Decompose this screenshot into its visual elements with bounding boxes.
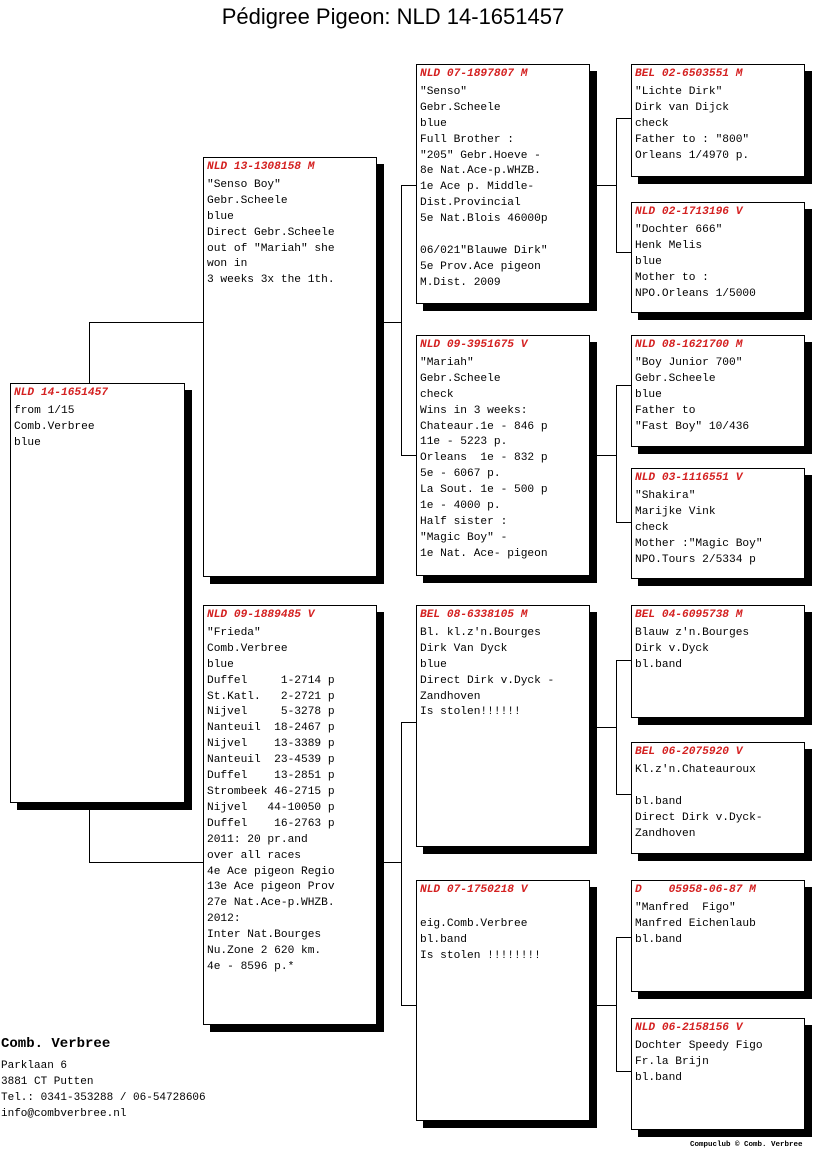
- pigeon-info-line: "Frieda": [207, 626, 261, 639]
- club-street: Parklaan 6: [1, 1060, 68, 1072]
- pigeon-info-line: Bl. kl.z'n.Bourges: [420, 626, 541, 639]
- ring-number: NLD 06-2158156 V: [635, 1022, 743, 1034]
- connector: [616, 937, 617, 1071]
- pigeon-info-line: "Mariah": [420, 356, 474, 369]
- pigeon-card-paternal-grandfather: [416, 64, 590, 304]
- connector: [401, 455, 417, 456]
- pigeon-info-line: Dirk v.Dyck: [635, 642, 709, 655]
- pigeon-info-line: Orleans 1e - 832 p: [420, 452, 548, 465]
- pigeon-card-ffm: [631, 202, 805, 313]
- pigeon-info-line: 8e Nat.Ace-p.WHZB.: [420, 165, 541, 178]
- pigeon-info-line: bl.band: [420, 933, 467, 946]
- pigeon-info-line: blue: [207, 210, 234, 223]
- pigeon-info-line: Dirk Van Dyck: [420, 642, 508, 655]
- pigeon-info-line: [635, 779, 801, 795]
- pigeon-info-line: out of "Mariah" she: [207, 242, 335, 255]
- pigeon-info-line: check: [635, 117, 669, 130]
- pigeon-card-subject: [10, 383, 185, 803]
- pigeon-info-line: Gebr.Scheele: [207, 194, 288, 207]
- pigeon-info-line: Direct Gebr.Scheele: [207, 226, 335, 239]
- pigeon-info-line: bl.band: [635, 658, 682, 671]
- pigeon-info-line: Fr.la Brijn: [635, 1055, 709, 1068]
- pigeon-info-line: Manfred Eichenlaub: [635, 917, 756, 930]
- pigeon-info-line: "Dochter 666": [635, 223, 723, 236]
- pigeon-info-line: Father to : "800": [635, 133, 750, 146]
- pigeon-info-line: 1e Ace p. Middle-: [420, 181, 535, 194]
- connector: [384, 862, 402, 863]
- pigeon-info-line: Zandhoven: [420, 690, 481, 703]
- connector: [616, 794, 632, 795]
- pigeon-info-line: M.Dist. 2009: [420, 276, 501, 289]
- pigeon-info-line: 3 weeks 3x the 1th.: [207, 274, 335, 287]
- pigeon-info-line: Orleans 1/4970 p.: [635, 149, 750, 162]
- pigeon-info-line: [420, 901, 586, 917]
- pigeon-info-line: Nu.Zone 2 620 km.: [207, 945, 322, 958]
- pigeon-info-line: Dirk van Dijck: [635, 101, 729, 114]
- pigeon-info-line: 4e - 8596 p.*: [207, 960, 295, 973]
- pigeon-info-line: 13e Ace pigeon Prov: [207, 881, 335, 894]
- ring-number: D 05958-06-87 M: [635, 884, 756, 896]
- pigeon-card-mmm: [631, 1018, 805, 1130]
- pigeon-info-line: Blauw z'n.Bourges: [635, 626, 750, 639]
- pigeon-info-line: Dist.Provincial: [420, 197, 521, 210]
- pigeon-card-fmm: [631, 468, 805, 579]
- pigeon-info-line: NPO.Tours 2/5334 p: [635, 553, 756, 566]
- pigeon-info-line: "Senso": [420, 85, 467, 98]
- pigeon-info-line: Duffel 1-2714 p: [207, 674, 335, 687]
- pigeon-info-line: [420, 228, 586, 244]
- pigeon-card-fff: [631, 64, 805, 177]
- pigeon-info-line: Zandhoven: [635, 827, 696, 840]
- page-title: Pédigree Pigeon: NLD 14-1651457: [221, 4, 565, 29]
- pigeon-card-fmf: [631, 335, 805, 447]
- pigeon-info-line: 1e Nat. Ace- pigeon: [420, 547, 548, 560]
- pigeon-info-line: blue: [635, 388, 662, 401]
- ring-number: NLD 02-1713196 V: [635, 206, 743, 218]
- connector: [616, 252, 632, 253]
- ring-number: BEL 04-6095738 M: [635, 609, 743, 621]
- ring-number: NLD 13-1308158 M: [207, 161, 315, 173]
- ring-number: BEL 08-6338105 M: [420, 609, 528, 621]
- connector: [401, 722, 417, 723]
- pigeon-info-line: St.Katl. 2-2721 p: [207, 690, 335, 703]
- pigeon-info-line: "Shakira": [635, 489, 696, 502]
- pigeon-info-line: "205" Gebr.Hoeve -: [420, 149, 541, 162]
- ring-number: NLD 07-1897807 M: [420, 68, 528, 80]
- pigeon-info-line: blue: [14, 436, 41, 449]
- pigeon-card-maternal-grandmother: [416, 880, 590, 1121]
- connector: [616, 118, 617, 252]
- pigeon-info-line: Marijke Vink: [635, 505, 716, 518]
- pigeon-info-line: Inter Nat.Bourges: [207, 929, 322, 942]
- connector: [597, 455, 616, 456]
- pigeon-info-line: 5e Nat.Blois 46000p: [420, 213, 548, 226]
- pigeon-info-line: Strombeek 46-2715 p: [207, 785, 335, 798]
- pigeon-info-line: Full Brother :: [420, 133, 514, 146]
- pigeon-info-line: "Boy Junior 700": [635, 356, 743, 369]
- pigeon-info-line: 1e - 4000 p.: [420, 500, 501, 513]
- connector: [597, 185, 616, 186]
- club-name: Comb. Verbree: [1, 1036, 111, 1052]
- pigeon-info-line: Gebr.Scheele: [420, 372, 501, 385]
- ring-number: NLD 07-1750218 V: [420, 884, 528, 896]
- pigeon-info-line: Comb.Verbree: [207, 642, 288, 655]
- club-city: 3881 CT Putten: [1, 1076, 94, 1088]
- pigeon-info-line: "Manfred Figo": [635, 901, 736, 914]
- pigeon-info-line: from 1/15: [14, 404, 75, 417]
- pigeon-info-line: Mother to :: [635, 271, 709, 284]
- pigeon-info-line: Nanteuil 23-4539 p: [207, 754, 335, 767]
- connector: [597, 727, 616, 728]
- pigeon-info-line: 5e - 6067 p.: [420, 468, 501, 481]
- pigeon-info-line: Father to: [635, 404, 696, 417]
- pigeon-info-line: "Fast Boy" 10/436: [635, 420, 750, 433]
- connector: [616, 385, 617, 522]
- pigeon-info-line: Is stolen !!!!!!!!: [420, 949, 541, 962]
- pigeon-card-mother: [203, 605, 377, 1025]
- pigeon-info-line: over all races: [207, 849, 301, 862]
- pigeon-info-line: blue: [207, 658, 234, 671]
- pigeon-info-line: Henk Melis: [635, 239, 703, 252]
- pigeon-info-line: "Magic Boy" -: [420, 531, 508, 544]
- pigeon-card-maternal-grandfather: [416, 605, 590, 847]
- pigeon-card-mfm: [631, 742, 805, 854]
- pigeon-info-line: "Lichte Dirk": [635, 85, 723, 98]
- pigeon-info-line: "Senso Boy": [207, 178, 281, 191]
- connector: [401, 1005, 417, 1006]
- pigeon-info-line: Nijvel 13-3389 p: [207, 738, 335, 751]
- pigeon-info-line: Nanteuil 18-2467 p: [207, 722, 335, 735]
- pigeon-info-line: Gebr.Scheele: [635, 372, 716, 385]
- ring-number: NLD 08-1621700 M: [635, 339, 743, 351]
- ring-number: BEL 02-6503551 M: [635, 68, 743, 80]
- connector: [89, 810, 90, 863]
- pigeon-info-line: Gebr.Scheele: [420, 101, 501, 114]
- club-email: info@combverbree.nl: [1, 1108, 127, 1120]
- connector: [616, 1071, 632, 1072]
- pigeon-info-line: Chateaur.1e - 846 p: [420, 420, 548, 433]
- pigeon-info-line: Nijvel 44-10050 p: [207, 801, 335, 814]
- pigeon-info-line: Dochter Speedy Figo: [635, 1039, 763, 1052]
- pigeon-info-line: 2011: 20 pr.and: [207, 833, 308, 846]
- club-phone: Tel.: 0341-353288 / 06-54728606: [1, 1092, 206, 1104]
- pigeon-info-line: La Sout. 1e - 500 p: [420, 484, 548, 497]
- connector: [401, 185, 402, 455]
- pigeon-info-line: Direct Dirk v.Dyck-: [635, 811, 763, 824]
- pigeon-info-line: blue: [420, 117, 447, 130]
- pigeon-info-line: NPO.Orleans 1/5000: [635, 287, 756, 300]
- pigeon-info-line: 4e Ace pigeon Regio: [207, 865, 335, 878]
- pigeon-info-line: blue: [635, 255, 662, 268]
- pigeon-info-line: Mother :"Magic Boy": [635, 537, 763, 550]
- connector: [616, 522, 632, 523]
- pigeon-info-line: eig.Comb.Verbree: [420, 917, 528, 930]
- pigeon-info-line: 5e Prov.Ace pigeon: [420, 260, 541, 273]
- pigeon-info-line: 27e Nat.Ace-p.WHZB.: [207, 897, 335, 910]
- connector: [384, 322, 402, 323]
- pigeon-card-paternal-grandmother: [416, 335, 590, 576]
- pigeon-card-father: [203, 157, 377, 577]
- pigeon-info-line: bl.band: [635, 1071, 682, 1084]
- pigeon-info-line: blue: [420, 658, 447, 671]
- pigeon-info-line: Nijvel 5-3278 p: [207, 706, 335, 719]
- pigeon-card-mff: [631, 605, 805, 718]
- pigeon-info-line: Duffel 13-2851 p: [207, 770, 335, 783]
- pigeon-info-line: 06/021"Blauwe Dirk": [420, 244, 548, 257]
- connector: [401, 722, 402, 1005]
- pigeon-info-line: bl.band: [635, 795, 682, 808]
- pigeon-info-line: Half sister :: [420, 515, 508, 528]
- pigeon-info-line: 11e - 5223 p.: [420, 436, 508, 449]
- connector: [616, 937, 632, 938]
- pigeon-info-line: check: [635, 521, 669, 534]
- connector: [401, 185, 417, 186]
- connector: [616, 118, 632, 119]
- pigeon-card-mmf: [631, 880, 805, 992]
- pigeon-info-line: Comb.Verbree: [14, 420, 95, 433]
- connector: [616, 660, 632, 661]
- connector: [89, 322, 204, 323]
- connector: [616, 660, 617, 794]
- connector: [616, 385, 632, 386]
- ring-number: BEL 06-2075920 V: [635, 746, 743, 758]
- connector: [597, 1005, 616, 1006]
- pigeon-info-line: Direct Dirk v.Dyck -: [420, 674, 555, 687]
- copyright-note: Compuclub © Comb. Verbree: [690, 1141, 803, 1149]
- pigeon-info-line: 2012:: [207, 913, 241, 926]
- pigeon-info-line: Kl.z'n.Chateauroux: [635, 763, 756, 776]
- connector: [89, 862, 204, 863]
- pigeon-info-line: bl.band: [635, 933, 682, 946]
- pigeon-info-line: check: [420, 388, 454, 401]
- pigeon-info-line: Is stolen!!!!!!: [420, 706, 521, 719]
- pigeon-info-line: won in: [207, 258, 248, 271]
- pigeon-info-line: Wins in 3 weeks:: [420, 404, 528, 417]
- ring-number: NLD 09-1889485 V: [207, 609, 315, 621]
- ring-number: NLD 03-1116551 V: [635, 472, 743, 484]
- ring-number: NLD 09-3951675 V: [420, 339, 528, 351]
- ring-number: NLD 14-1651457: [14, 387, 108, 399]
- pigeon-info-line: Duffel 16-2763 p: [207, 817, 335, 830]
- connector: [89, 322, 90, 384]
